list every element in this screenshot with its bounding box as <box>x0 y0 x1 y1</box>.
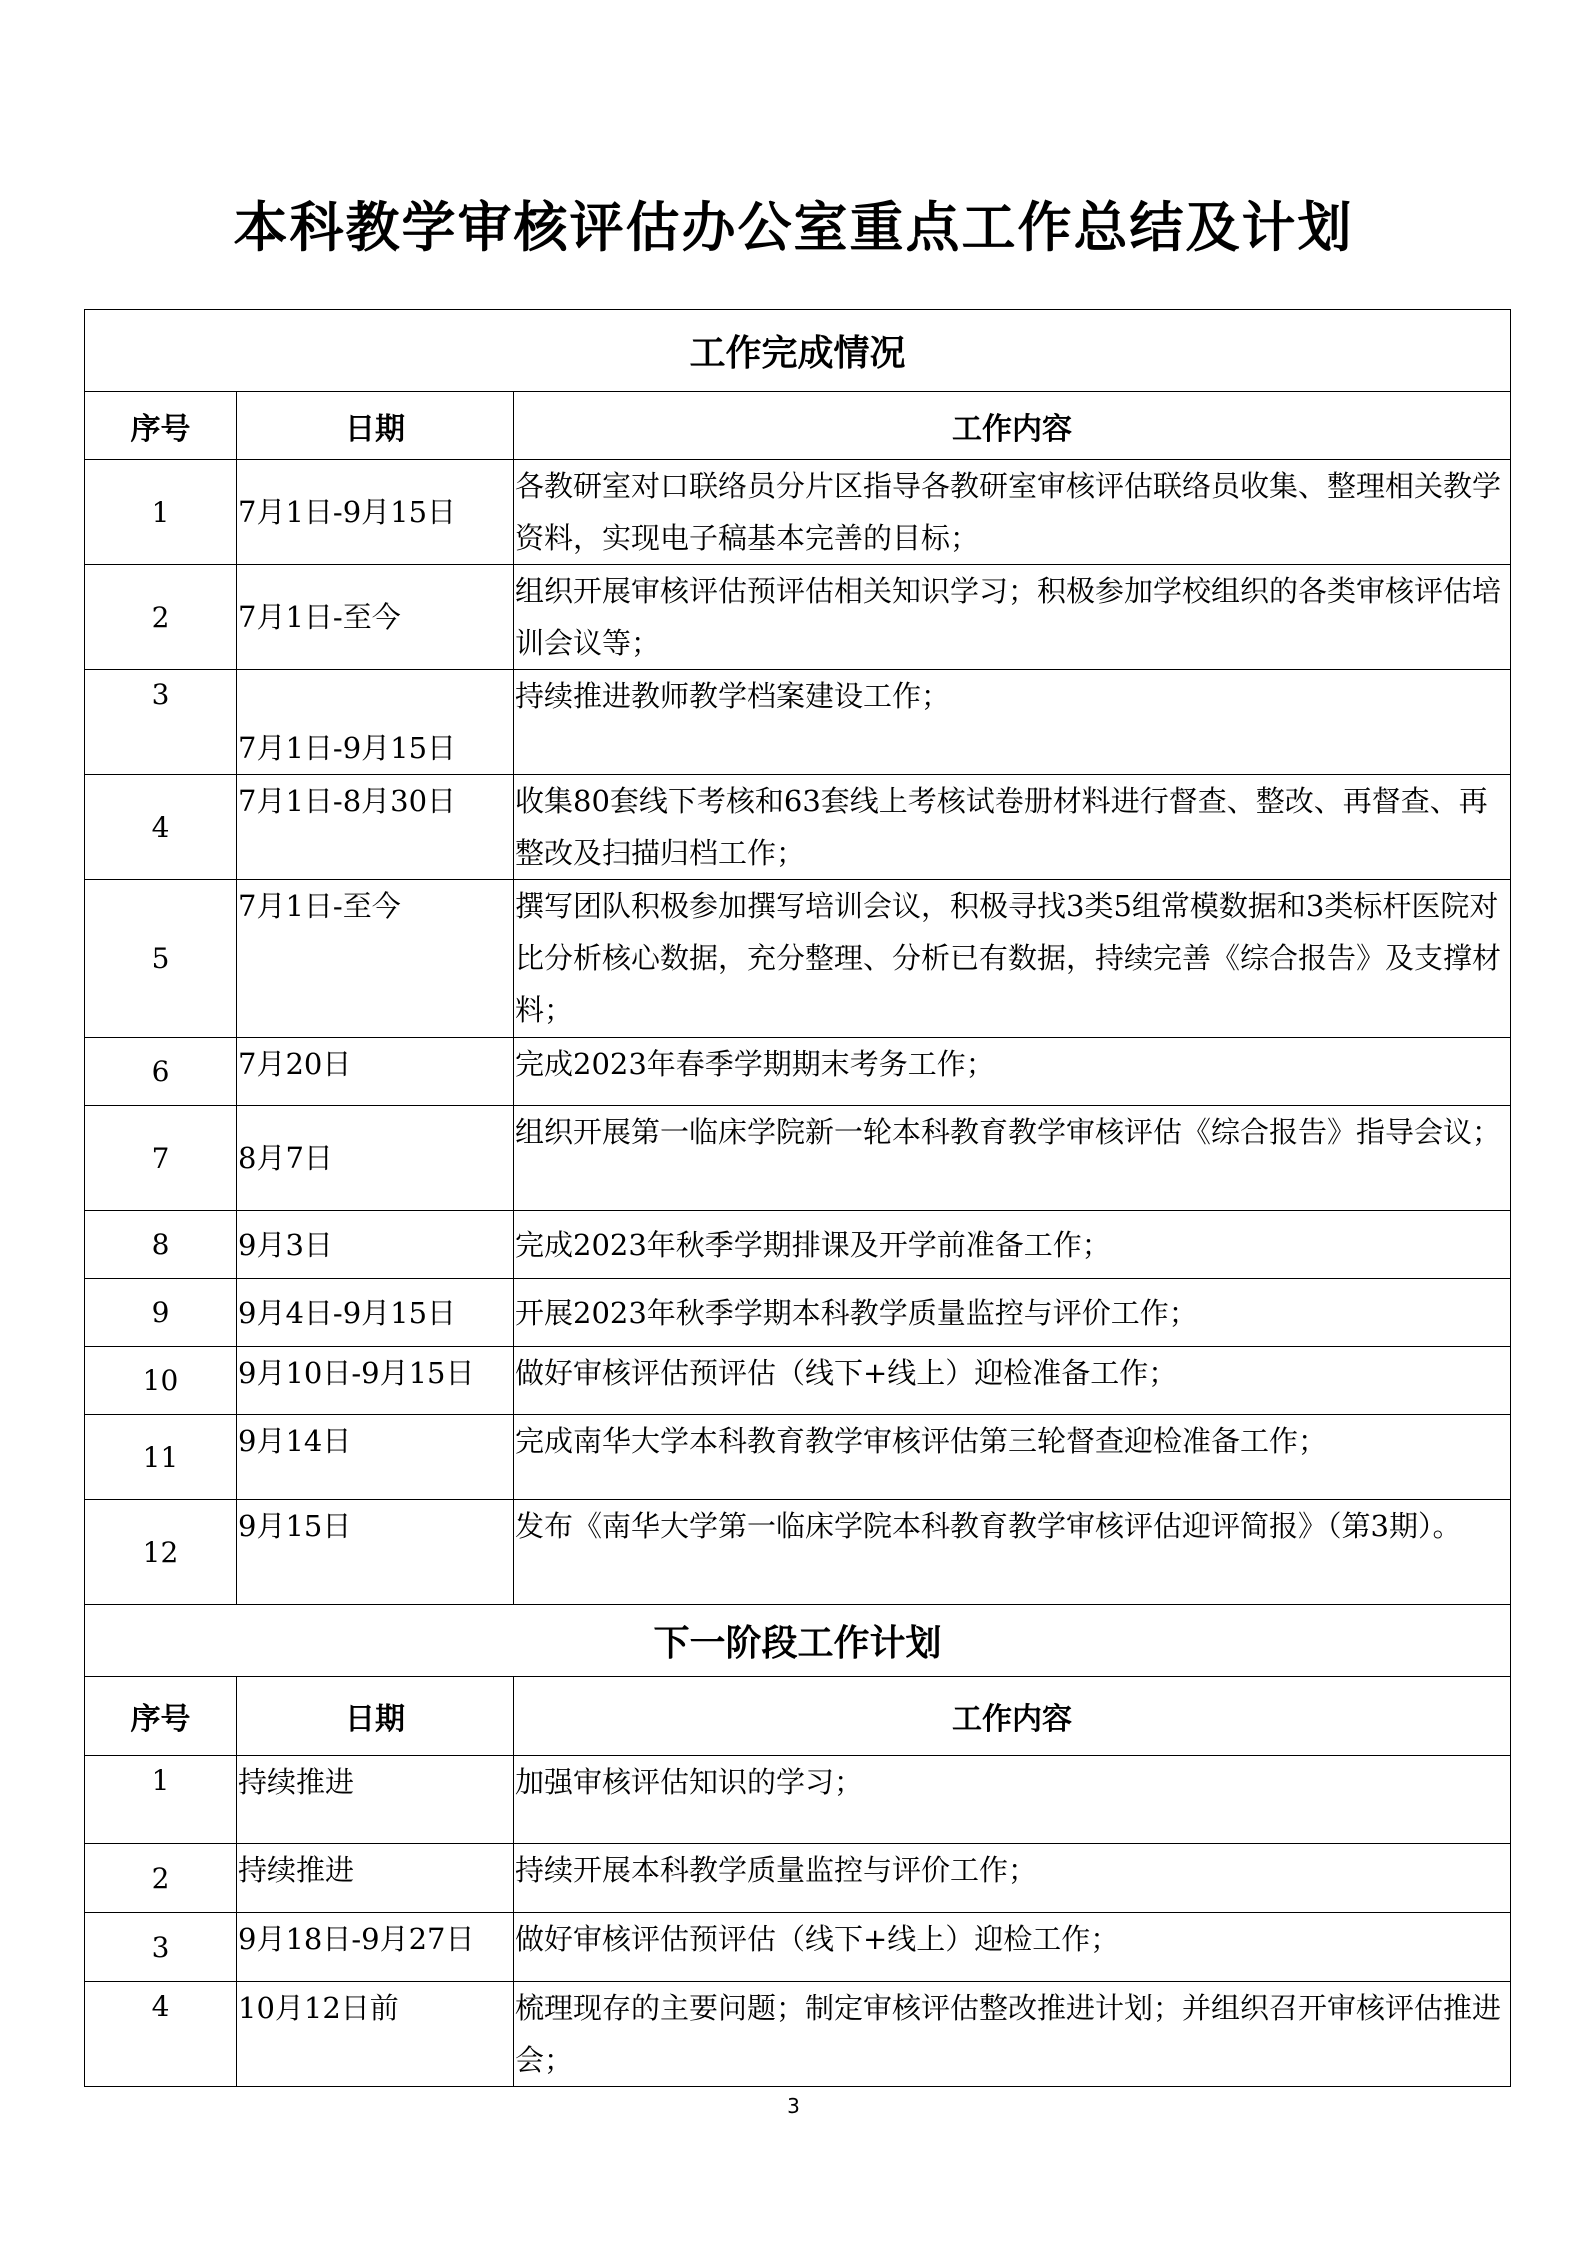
row-no: 4 <box>85 1982 237 2087</box>
row-content: 持续推进教师教学档案建设工作； <box>514 670 1511 775</box>
header-date: 日期 <box>237 392 514 460</box>
row-no: 9 <box>85 1279 237 1347</box>
page-number: 3 <box>787 2094 800 2118</box>
row-no: 7 <box>85 1106 237 1211</box>
row-content: 撰写团队积极参加撰写培训会议，积极寻找3类5组常模数据和3类标杆医院对比分析核心数据，充分整理、分析已有数据，持续完善《综合报告》及支撑材料； <box>514 880 1511 1038</box>
row-date: 持续推进 <box>237 1844 514 1913</box>
row-content: 完成2023年春季学期期末考务工作； <box>514 1038 1511 1106</box>
row-content: 收集80套线下考核和63套线上考核试卷册材料进行督查、整改、再督查、再整改及扫描归档工作； <box>514 775 1511 880</box>
row-date: 9月10日-9月15日 <box>237 1347 514 1415</box>
row-content: 做好审核评估预评估（线下+线上）迎检准备工作； <box>514 1347 1511 1415</box>
row-date: 7月1日-至今 <box>237 880 514 1038</box>
table-row <box>85 1347 1511 1415</box>
table-row <box>85 1982 1511 2087</box>
completed-section-row <box>85 310 1511 392</box>
row-no: 1 <box>85 1756 237 1844</box>
row-date: 7月1日-8月30日 <box>237 775 514 880</box>
table-row <box>85 1106 1511 1211</box>
row-date: 9月18日-9月27日 <box>237 1913 514 1982</box>
header-date: 日期 <box>237 1677 514 1756</box>
row-date: 9月14日 <box>237 1415 514 1500</box>
row-date: 9月3日 <box>237 1211 514 1279</box>
row-content: 完成2023年秋季学期排课及开学前准备工作； <box>514 1211 1511 1279</box>
header-content: 工作内容 <box>514 1677 1511 1756</box>
row-no: 4 <box>85 775 237 880</box>
row-no: 3 <box>85 1913 237 1982</box>
table-row <box>85 1415 1511 1500</box>
plan-section-title: 下一阶段工作计划 <box>85 1605 1511 1677</box>
row-content: 梳理现存的主要问题；制定审核评估整改推进计划；并组织召开审核评估推进会； <box>514 1982 1511 2087</box>
table-row <box>85 1279 1511 1347</box>
completed-section-title: 工作完成情况 <box>85 310 1511 392</box>
row-no: 12 <box>85 1500 237 1605</box>
table-row <box>85 565 1511 670</box>
row-no: 1 <box>85 460 237 565</box>
plan-section-row <box>85 1605 1511 1677</box>
row-date: 7月1日-9月15日 <box>237 670 514 775</box>
table-row <box>85 460 1511 565</box>
row-no: 8 <box>85 1211 237 1279</box>
work-summary-table <box>84 309 1511 2087</box>
row-date: 9月4日-9月15日 <box>237 1279 514 1347</box>
completed-header-row <box>85 392 1511 460</box>
row-no: 2 <box>85 565 237 670</box>
plan-header-row <box>85 1677 1511 1756</box>
row-date: 持续推进 <box>237 1756 514 1844</box>
table-row <box>85 670 1511 775</box>
row-content: 做好审核评估预评估（线下+线上）迎检工作； <box>514 1913 1511 1982</box>
row-content: 加强审核评估知识的学习； <box>514 1756 1511 1844</box>
header-no: 序号 <box>85 1677 237 1756</box>
table-row <box>85 1913 1511 1982</box>
row-date: 7月1日-9月15日 <box>237 460 514 565</box>
row-no: 5 <box>85 880 237 1038</box>
row-content: 持续开展本科教学质量监控与评价工作； <box>514 1844 1511 1913</box>
row-no: 10 <box>85 1347 237 1415</box>
table-row <box>85 1500 1511 1605</box>
row-content: 各教研室对口联络员分片区指导各教研室审核评估联络员收集、整理相关教学资料，实现电子稿基本完善的目标； <box>514 460 1511 565</box>
row-date: 9月15日 <box>237 1500 514 1605</box>
table-row <box>85 1211 1511 1279</box>
row-no: 6 <box>85 1038 237 1106</box>
table-row <box>85 1038 1511 1106</box>
page-title: 本科教学审核评估办公室重点工作总结及计划 <box>233 196 1354 259</box>
table-row <box>85 880 1511 1038</box>
header-no: 序号 <box>85 392 237 460</box>
row-content: 开展2023年秋季学期本科教学质量监控与评价工作； <box>514 1279 1511 1347</box>
row-content: 完成南华大学本科教育教学审核评估第三轮督查迎检准备工作； <box>514 1415 1511 1500</box>
table-row <box>85 1756 1511 1844</box>
row-no: 11 <box>85 1415 237 1500</box>
table-row <box>85 775 1511 880</box>
row-date: 8月7日 <box>237 1106 514 1211</box>
row-content: 组织开展第一临床学院新一轮本科教育教学审核评估《综合报告》指导会议； <box>514 1106 1511 1211</box>
table-row <box>85 1844 1511 1913</box>
row-content: 组织开展审核评估预评估相关知识学习；积极参加学校组织的各类审核评估培训会议等； <box>514 565 1511 670</box>
row-no: 3 <box>85 670 237 775</box>
row-date: 7月20日 <box>237 1038 514 1106</box>
row-date: 10月12日前 <box>237 1982 514 2087</box>
row-date: 7月1日-至今 <box>237 565 514 670</box>
header-content: 工作内容 <box>514 392 1511 460</box>
row-content: 发布《南华大学第一临床学院本科教育教学审核评估迎评简报》（第3期）。 <box>514 1500 1511 1605</box>
row-no: 2 <box>85 1844 237 1913</box>
